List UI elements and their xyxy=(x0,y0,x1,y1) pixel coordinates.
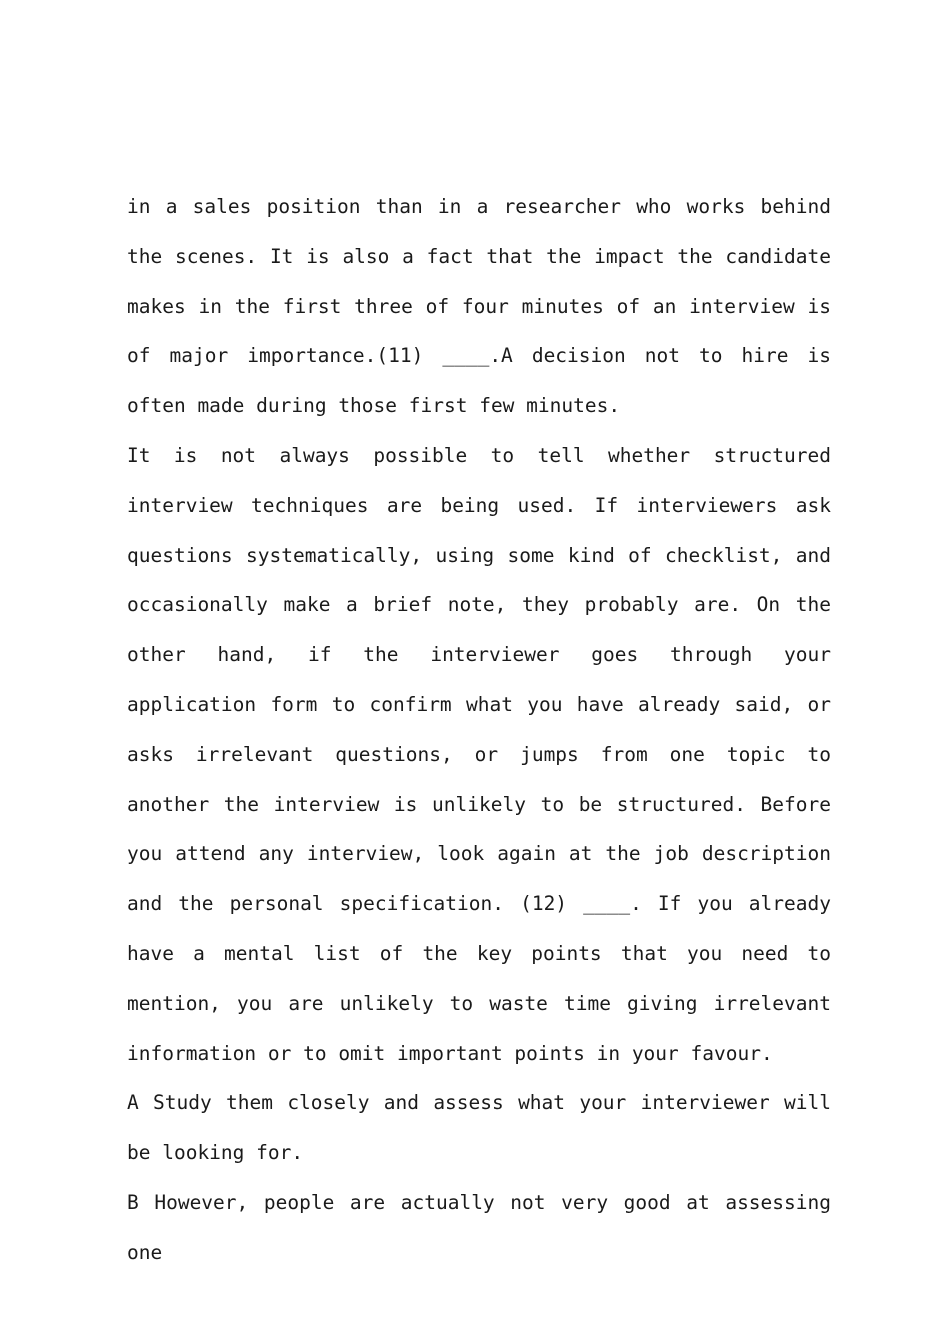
paragraph-structured-interview: It is not always possible to tell whether structured interview techniques are being used. If interviewers ask questions systematically, using some kind of checklist, and occasionally make a brief note, they probably are. On the other hand, if the interviewer goes through your application form to confirm what you have already said, or asks irrelevant questions, or jumps from one topic to another the interview is unlikely to be structured. Before you attend any interview, look again at the job description and the personal specification. (12) ____. If you already have a mental list of the key points that you need to mention, you are unlikely to waste time giving irrelevant information or to omit important points in your favour. xyxy=(127,443,831,1065)
paragraph-interview-impact: in a sales position than in a researcher who works behind the scenes. It is also a fact that the impact the candidate makes in the first three of four minutes of an interview is of major importance.(11) ____.A decision not to hire is often made during those first few minutes. xyxy=(127,195,831,418)
option-a: A Study them closely and assess what your interviewer will be looking for. xyxy=(127,1091,831,1165)
option-b: B However, people are actually not very good at assessing one xyxy=(127,1190,831,1264)
body-text xyxy=(127,182,831,1278)
